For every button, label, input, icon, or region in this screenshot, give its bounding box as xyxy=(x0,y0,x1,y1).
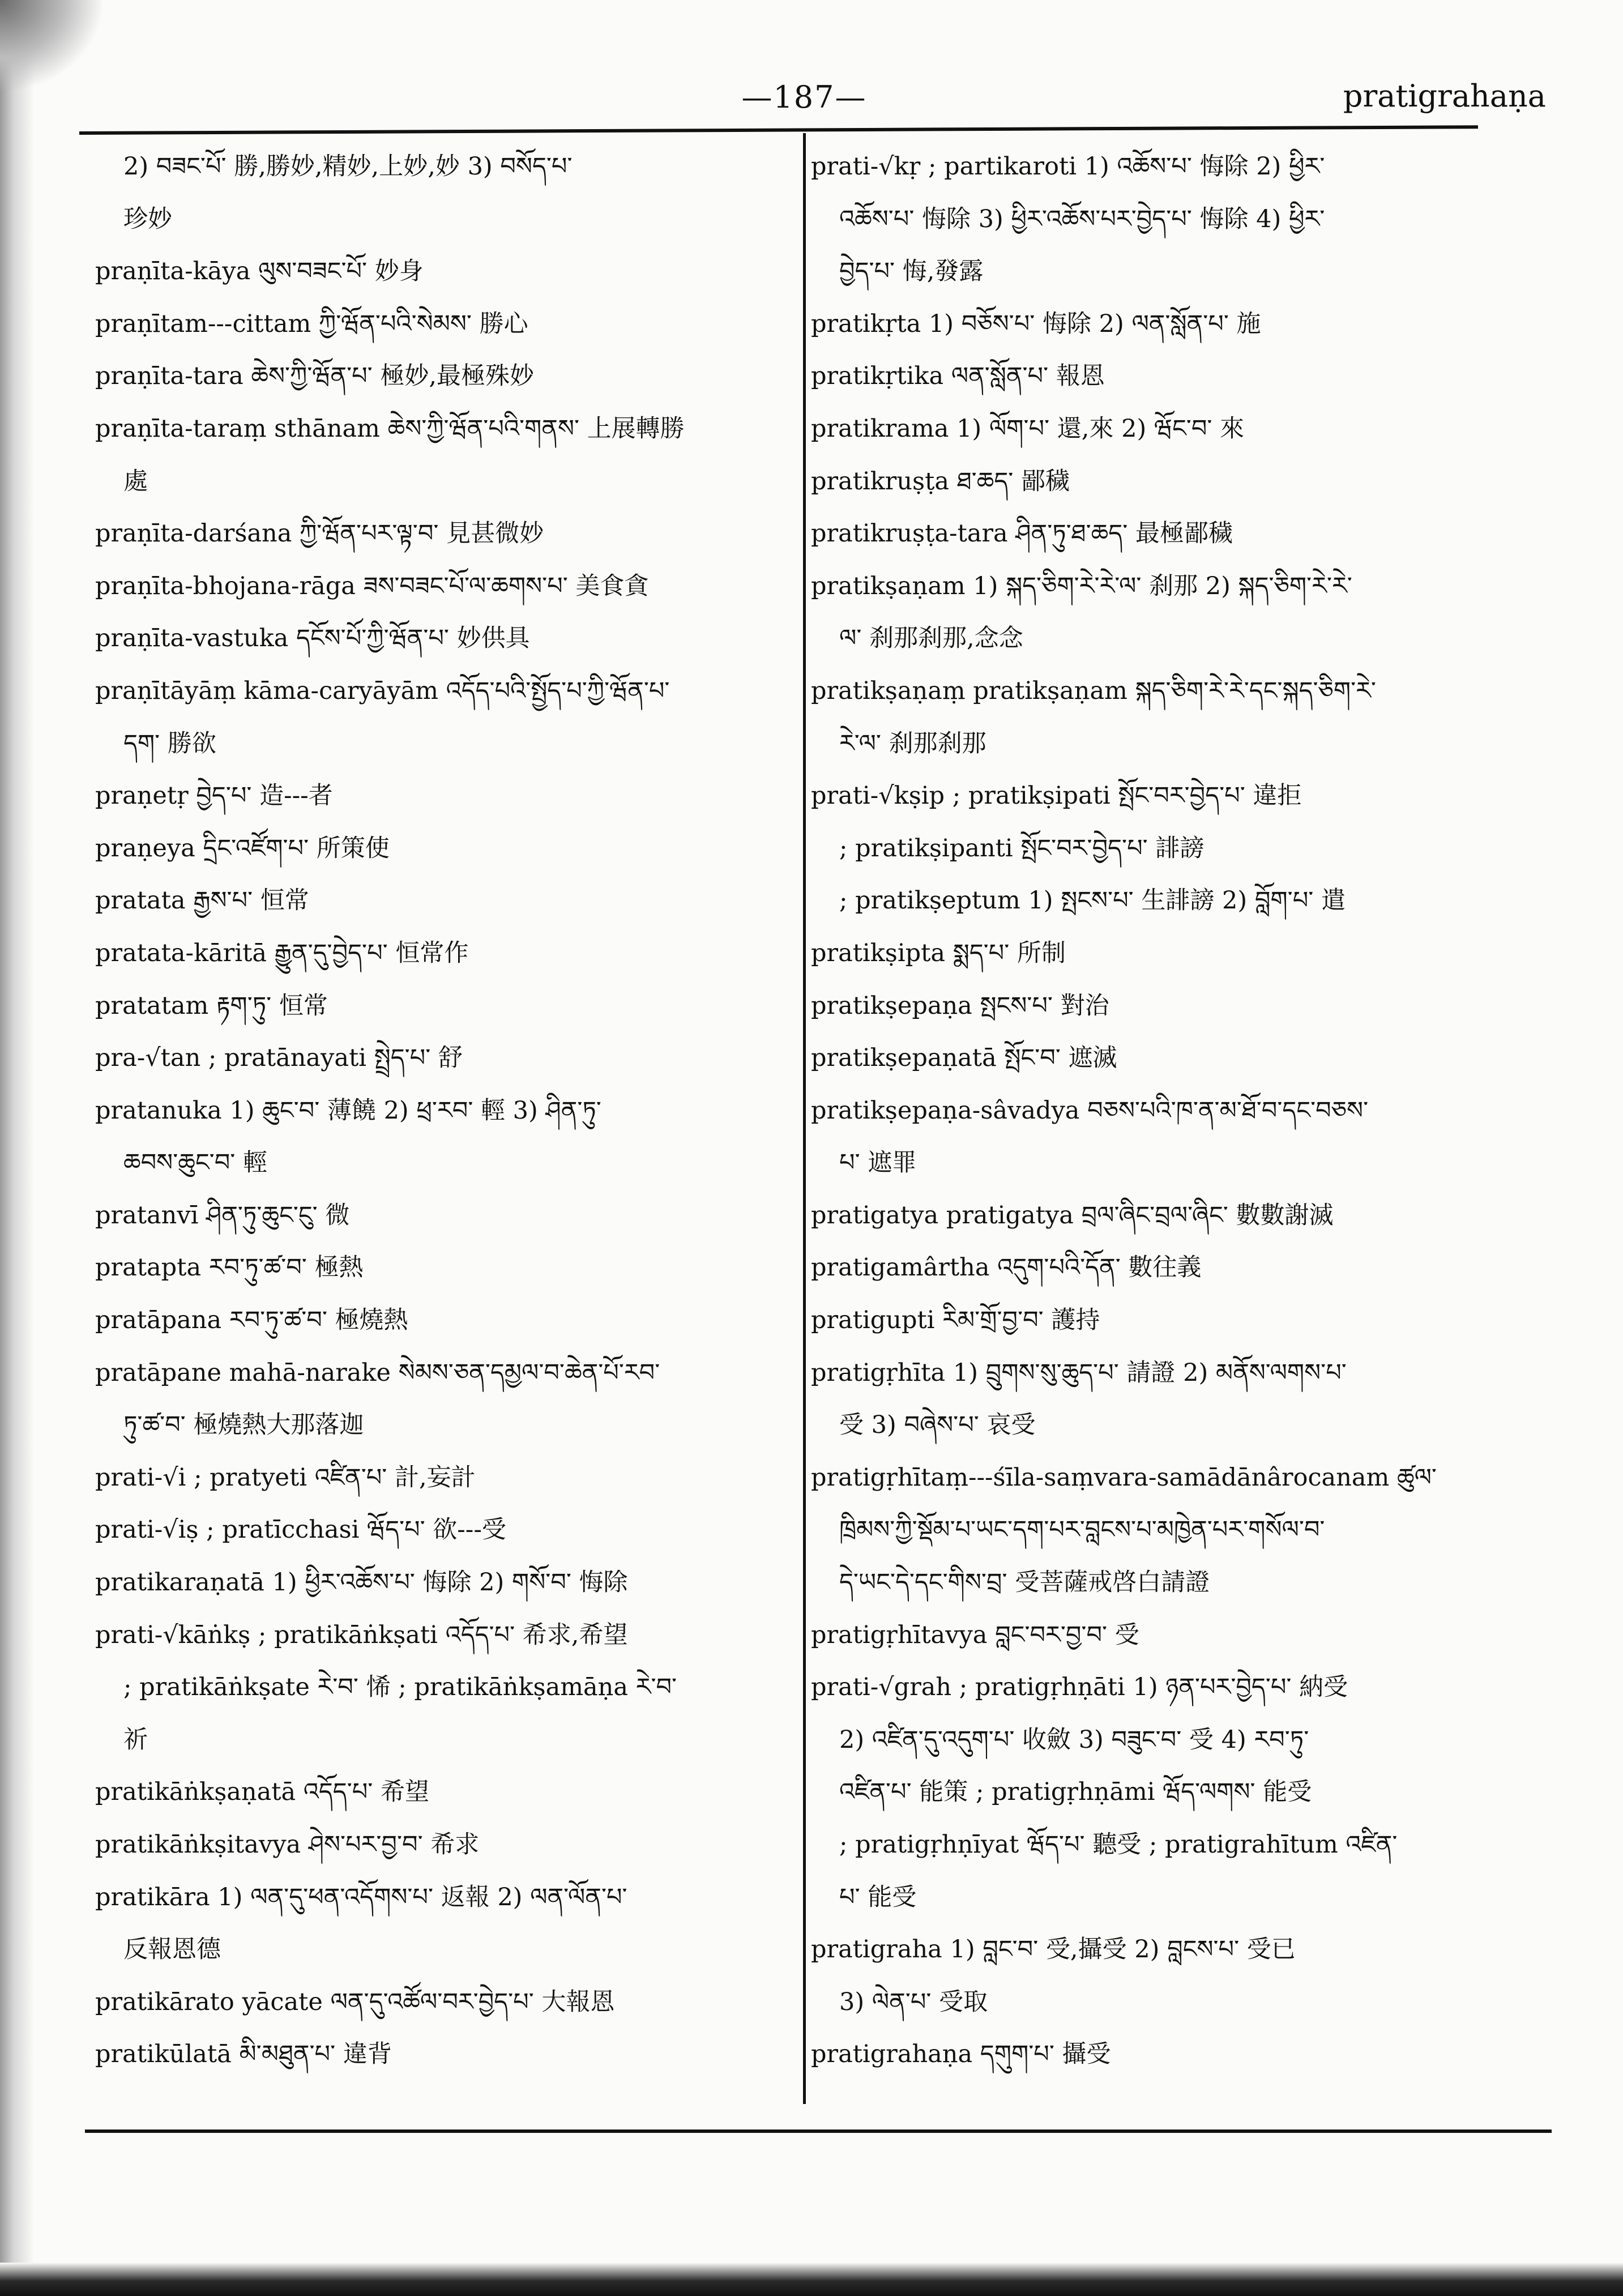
right-entry-line: pratikṣepaṇa-sâvadya བཅས་པའི་ཁ་ན་མ་ཐོ་བ་དང་བཅས་ xyxy=(811,1096,1369,1125)
right-entry-line: 受 3) བཞེས་པ་ 哀受 xyxy=(839,1411,1036,1440)
right-entry-line: pratikruṣṭa-tara ཤིན་ཏུ་ཐ་ཆད་ 最極鄙穢 xyxy=(811,519,1233,548)
left-entry-line: praṇīta-tara ཆེས་ཀྱི་ཝོན་པ་ 極妙,最極殊妙 xyxy=(95,362,535,391)
right-entry-line: 3) ལེན་པ་ 受取 xyxy=(839,1987,988,2016)
left-entry-line: praṇīta-bhojana-rāga ཟས་བཟང་པོ་ལ་ཆགས་པ་ 美食貪 xyxy=(95,571,649,600)
left-entry-line: pratanvī ཤིན་ཏུ་ཆུང་ངུ་ 微 xyxy=(95,1201,350,1230)
scan-shadow-bottom xyxy=(0,2263,1623,2296)
left-entry-line: 珍妙 xyxy=(123,204,172,233)
left-entry-line: praṇeya དྲིང་འཛོག་པ་ 所策使 xyxy=(95,834,390,863)
left-entry-line: prati-√kāṅkṣ ; pratikāṅkṣati འདོད་པ་ 希求,希望 xyxy=(95,1620,628,1649)
guide-word: pratigrahaṇa xyxy=(1343,78,1546,114)
right-entry-line: pratigupti རིམ་གྲོ་བྱ་བ་ 護持 xyxy=(811,1306,1100,1335)
right-entry-line: པ་ 遮罪 xyxy=(839,1149,917,1177)
right-entry-line: ཁྲིམས་ཀྱི་སྡོམ་པ་ཡང་དག་པར་བླངས་པ་མཁྱེན་པར་གསོལ་བ་ xyxy=(839,1516,1325,1544)
left-entry-line: 2) བཟང་པོ་ 勝,勝妙,精妙,上妙,妙 3) བསོད་པ་ xyxy=(123,152,573,181)
header-rule xyxy=(79,125,1478,135)
right-entry-line: ; pratikṣipanti སྤོང་བར་བྱེད་པ་ 誹謗 xyxy=(839,834,1205,863)
left-entry-line: ཆབས་ཆུང་བ་ 輕 xyxy=(123,1149,267,1177)
right-entry-line: བྱེད་པ་ 悔,發露 xyxy=(839,257,984,286)
right-entry-line: pratikṣipta སྨད་པ་ 所制 xyxy=(811,938,1066,967)
left-entry-line: praṇītāyāṃ kāma-caryāyām འདོད་པའི་སྤྱོད་པ་ཀྱི་ཝོན་པ་ xyxy=(95,676,670,705)
left-entry-line: pratanuka 1) ཆུང་བ་ 薄饒 2) ཕྲ་རབ་ 輕 3) ཤིན་ཏུ་ xyxy=(95,1096,601,1125)
right-entry-line: ; pratigṛhṇīyat ཝོད་པ་ 聽受 ; pratigrahītum འཛིན་ xyxy=(839,1830,1398,1859)
right-entry-line: pratikruṣṭa ཐ་ཆད་ 鄙穢 xyxy=(811,467,1070,496)
right-entry-line: pratigṛhītavya བླང་བར་བྱ་བ་ 受 xyxy=(811,1620,1139,1649)
left-entry-line: pra-√tan ; pratānayati སྤྲེད་པ་ 舒 xyxy=(95,1044,463,1073)
page-number: —187— xyxy=(741,79,867,115)
left-entry-line: pratata-kāritā རྒྱུན་དུ་བྱེད་པ་ 恒常作 xyxy=(95,938,469,967)
right-entry-line: pratikṛta 1) བཅོས་པ་ 悔除 2) ལན་སློན་པ་ 施 xyxy=(811,309,1261,338)
left-entry-line: praṇīta-vastuka དངོས་པོ་ཀྱི་ཝོན་པ་ 妙供具 xyxy=(95,624,530,653)
left-entry-line: pratikāṅkṣitavya ཤེས་པར་བྱ་བ་ 希求 xyxy=(95,1830,480,1859)
left-entry-line: praṇetṛ བྱེད་པ་ 造---者 xyxy=(95,782,333,810)
left-entry-line: pratikārato yācate ལན་དུ་འཚོལ་བར་བྱེད་པ་ 大報恩 xyxy=(95,1987,615,2016)
right-entry-line: pratigṛhītaṃ---śīla-saṃvara-samādānârocanam ཚུལ་ xyxy=(811,1463,1437,1492)
right-entry-line: འཆོས་པ་ 悔除 3) ཕྱིར་འཆོས་པར་བྱེད་པ་ 悔除 4) ཕྱིར་ xyxy=(839,204,1325,233)
scan-shadow-corner xyxy=(0,0,102,91)
left-column xyxy=(95,140,792,2081)
footer-rule xyxy=(85,2129,1552,2133)
left-entry-line: དག་ 勝欲 xyxy=(123,729,216,758)
left-entry-line: 反報恩德 xyxy=(123,1935,221,1964)
right-entry-line: pratikrama 1) ལོག་པ་ 還,來 2) ཝོང་བ་ 來 xyxy=(811,414,1245,443)
right-entry-line: རེ་ལ་ 刹那刹那 xyxy=(839,729,986,758)
left-entry-line: praṇīta-darśana ཀྱི་ཝོན་པར་ལྟ་བ་ 見甚微妙 xyxy=(95,519,544,548)
left-entry-line: pratikāṅkṣaṇatā འདོད་པ་ 希望 xyxy=(95,1778,429,1807)
right-entry-line: prati-√kṣip ; pratikṣipati སྤོང་བར་བྱེད་པ་ 違拒 xyxy=(811,782,1302,810)
left-entry-line: pratatam རྟག་ཏུ་ 恒常 xyxy=(95,991,328,1020)
right-entry-line: པ་ 能受 xyxy=(839,1883,917,1911)
left-entry-line: praṇītam---cittam ཀྱི་ཝོན་པའི་སེམས་ 勝心 xyxy=(95,309,528,338)
right-entry-line: pratikṣaṇam 1) སྐད་ཅིག་རེ་རེ་ལ་ 刹那 2) སྐད་ཅིག་རེ་རེ་ xyxy=(811,571,1352,600)
left-entry-line: pratikūlatā མི་མཐུན་པ་ 違背 xyxy=(95,2040,392,2069)
right-entry-line: prati-√grah ; pratigṛhṇāti 1) ཉན་པར་བྱེད་པ་ 納受 xyxy=(811,1673,1348,1702)
scan-shadow-left xyxy=(0,0,34,2296)
right-entry-line: pratigatya pratigatya བྲལ་ཞིང་བྲལ་ཞིང་ 數數謝滅 xyxy=(811,1201,1334,1230)
left-entry-line: pratāpane mahā-narake སེམས་ཅན་དམྱལ་བ་ཆེན་པོ་རབ་ xyxy=(95,1358,660,1387)
left-entry-line: praṇīta-kāya ལུས་བཟང་པོ་ 妙身 xyxy=(95,257,424,286)
right-entry-line: pratigrahaṇa དགུག་པ་ 攝受 xyxy=(811,2040,1111,2069)
right-entry-line: prati-√kṛ ; partikaroti 1) འཆོས་པ་ 悔除 2) ཕྱིར་ xyxy=(811,152,1325,181)
left-entry-line: pratapta རབ་ཏུ་ཚ་བ་ 極熱 xyxy=(95,1253,364,1282)
left-entry-line: pratāpana རབ་ཏུ་ཚ་བ་ 極燒熱 xyxy=(95,1306,408,1335)
right-entry-line: དེ་ཡང་དེ་དང་གིས་བྲ་ 受菩薩戒啓白請證 xyxy=(839,1568,1210,1597)
right-entry-line: pratikṣepaṇa སྤངས་པ་ 對治 xyxy=(811,991,1109,1020)
column-divider xyxy=(803,133,806,2104)
right-entry-line: pratigraha 1) བླང་བ་ 受,攝受 2) བླངས་པ་ 受已 xyxy=(811,1935,1296,1964)
right-entry-line: ; pratikṣeptum 1) སྤངས་པ་ 生誹謗 2) བློག་པ་ 遣 xyxy=(839,886,1346,915)
right-entry-line: 2) འཛིན་དུ་འདུག་པ་ 收斂 3) བཟུང་བ་ 受 4) རབ་ཏུ་ xyxy=(839,1725,1309,1754)
left-entry-line: ཏུ་ཚ་བ་ 極燒熱大那落迦 xyxy=(123,1411,364,1440)
right-column xyxy=(811,140,1507,2081)
left-entry-line: 祈 xyxy=(123,1725,148,1754)
left-entry-line: 處 xyxy=(123,467,148,496)
right-entry-line: pratikṣepaṇatā སྤོང་བ་ 遮滅 xyxy=(811,1044,1117,1073)
right-entry-line: pratigamârtha འདུག་པའི་དོན་ 數往義 xyxy=(811,1253,1202,1282)
left-entry-line: prati-√i ; pratyeti འཛིན་པ་ 計,妄計 xyxy=(95,1463,476,1492)
left-entry-line: pratikāra 1) ལན་དུ་ཕན་འདོགས་པ་ 返報 2) ལན་ལོན་པ་ xyxy=(95,1883,627,1911)
right-entry-line: pratikṛtika ལན་སློན་པ་ 報恩 xyxy=(811,362,1105,391)
left-entry-line: pratikaraṇatā 1) ཕྱིར་འཆོས་པ་ 悔除 2) གསོ་བ་ 悔除 xyxy=(95,1568,628,1597)
right-entry-line: འཛིན་པ་ 能策 ; pratigṛhṇāmi ཝོད་ལགས་ 能受 xyxy=(839,1778,1312,1807)
right-entry-line: pratigṛhīta 1) བྲུགས་སུ་ཆུད་པ་ 請證 2) མནོས་ལགས་པ་ xyxy=(811,1358,1347,1387)
right-entry-line: pratikṣaṇaṃ pratikṣaṇam སྐད་ཅིག་རེ་རེ་དང་སྐད་ཅིག་རེ་ xyxy=(811,676,1376,705)
right-entry-line: ལ་ 刹那刹那,念念 xyxy=(839,624,1023,653)
left-entry-line: pratata རྒྱས་པ་ 恒常 xyxy=(95,886,309,915)
left-entry-line: ; pratikāṅkṣate རེ་བ་ 悕 ; pratikāṅkṣamāṇa རེ་བ་ xyxy=(123,1673,677,1702)
left-entry-line: praṇīta-taraṃ sthānam ཆེས་ཀྱི་ཝོན་པའི་གནས་ 上展轉勝 xyxy=(95,414,685,443)
left-entry-line: prati-√iṣ ; pratīcchasi ཝོད་པ་ 欲---受 xyxy=(95,1516,506,1544)
